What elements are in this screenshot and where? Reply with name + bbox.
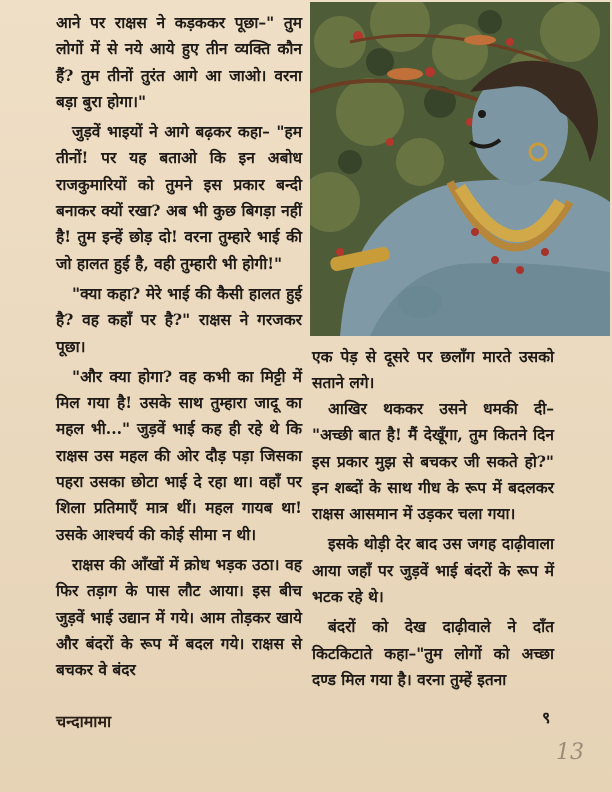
demon-picture bbox=[310, 2, 610, 336]
paragraph: राक्षस की आँखों में क्रोध भड़क उठा। वह फिर तड़ाग के पास लौट आया। इस बीच जुड़वें भाई उद्यान में गये। आम तोड़कर खाये और बंदरों के रूप में बदल गये। राक्षस से बचकर वे बंदर bbox=[56, 554, 302, 680]
paragraph: इसके थोड़ी देर बाद उस जगह दाढ़ीवाला आया जहाँ पर जुड़वें भाई बंदरों के रूप में भटक रहे थे। bbox=[312, 534, 554, 607]
demon-illustration bbox=[310, 2, 610, 336]
paragraph: जुड़वें भाइयों ने आगे बढ़कर कहा– "हम तीनों! पर यह बताओ कि इन अबोध राजकुमारियों को तुमने इस प्रकार बन्दी बनाकर क्यों रखा? अब भी कुछ बिगड़ा नहीं है! तुम इन्हें छोड़ दो! वरना तुम्हारे भाई की जो हालत हुई है, वही तुम्हारी भी होगी!" bbox=[56, 122, 302, 273]
paragraph: एक पेड़ से दूसरे पर छलाँग मारते उसको सताने लगे। bbox=[312, 347, 554, 393]
paragraph: आखिर थककर उसने धमकी दी– "अच्छी बात है! मैं देखूँगा, तुम कितने दिन इस प्रकार मुझ से बचकर जी सकते हो?" इन शब्दों के साथ गीध के रूप में बदलकर राक्षस आसमान में उड़कर चला गया। bbox=[312, 399, 554, 524]
magazine-name-footer: चन्दामामा bbox=[56, 712, 112, 731]
page-number: ९ bbox=[542, 708, 551, 727]
handwritten-mark: 13 bbox=[556, 740, 584, 765]
right-text-top bbox=[312, 344, 554, 397]
right-text-column bbox=[312, 396, 554, 693]
paragraph: "और क्या होगा? वह कभी का मिट्टी में मिल गया है! उसके साथ तुम्हारा जादू का महल भी..." जुड़वें भाई कह ही रहे थे कि राक्षस उस महल की ओर दौड़ पड़ा जिसका पहरा उसका छोटा भाई दे रहा था। वहाँ पर शिला प्रतिमाएँ मात्र थीं। महल गायब था! उसके आश्चर्य की कोई सीमा न थी। bbox=[56, 366, 302, 544]
left-text-column bbox=[56, 10, 302, 683]
paragraph: बंदरों को देख दाढ़ीवाले ने दाँत किटकिटाते कहा–"तुम लोगों को अच्छा दण्ड मिल गया है। वरना तुम्हें इतना bbox=[312, 617, 554, 689]
paragraph: "क्या कहा? मेरे भाई की कैसी हालत हुई है? वह कहाँ पर है?" राक्षस ने गरजकर पूछा। bbox=[56, 283, 302, 356]
paragraph: आने पर राक्षस ने कड़ककर पूछा–" तुम लोगों में से नये आये हुए तीन व्यक्ति कौन हैं? तुम तीनों तुरंत आगे आ जाओ। वरना बड़ा बुरा होगा।" bbox=[56, 13, 302, 111]
